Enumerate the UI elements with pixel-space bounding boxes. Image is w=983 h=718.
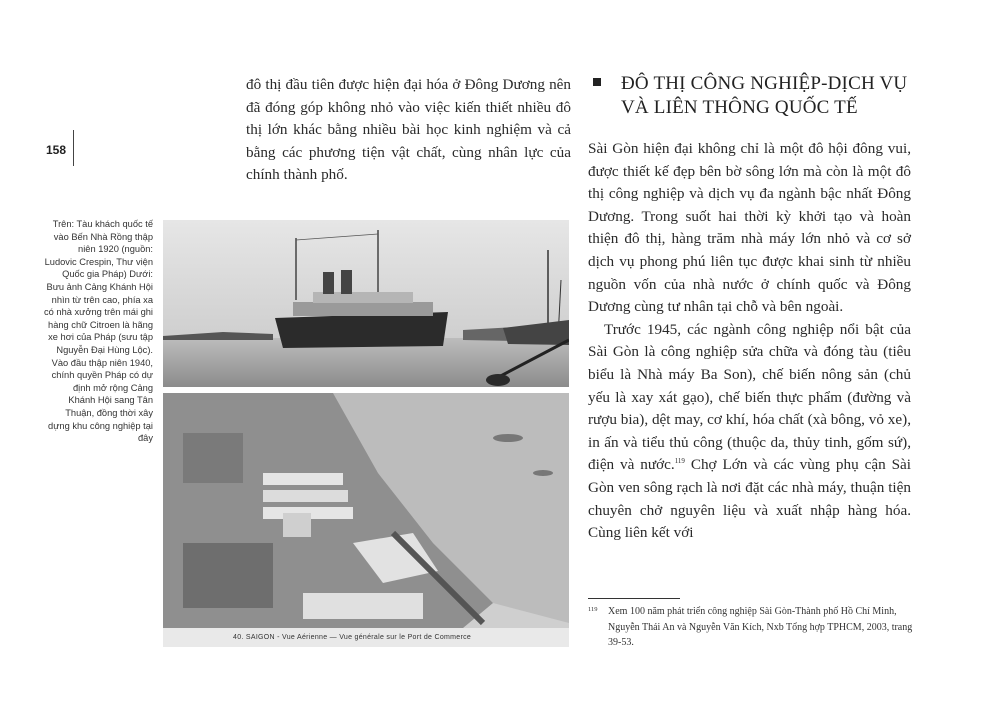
steamship-illustration [163,220,569,387]
continued-paragraph-text: đô thị đầu tiên được hiện đại hóa ở Đông Dương nên đã đóng góp không nhỏ vào việc kiến thiết nhiều đô thị lớn khác bằng nhiều bài học kinh nghiệm và cả bằng các phương tiện vật chất, cùng nhân lực của chính thành phố. [246,76,571,184]
photo-caption: Trên: Tàu khách quốc tế vào Bến Nhà Rồng thập niên 1920 (nguồn: Ludovic Crespin, Thư viện Quốc gia Pháp) Dưới: Bưu ảnh Cảng Khánh Hội nhìn từ trên cao, phía xa có nhà xưởng trên mái ghi hàng chữ Citroen là hãng xe hơi của Pháp (sưu tập Nguyễn Đại Hùng Lộc). Vào đầu thập niên 1940, chính quyền Pháp có dự định mở rộng Cảng Khánh Hội sang Tân Thuận, đồng thời xây dựng khu công nghiệp tại đây [44,219,153,444]
footnote-number: 119 [588,606,598,613]
page-number-rule [73,130,74,166]
heading-square-bullet [593,78,601,86]
body-paragraph-2-part-2: Chợ Lớn và các vùng phụ cận Sài Gòn ven sông rạch là nơi đặt các nhà máy, thuận tiện chuyên chở nguyên liệu và xuất nhập hàng hóa. Cùng liên kết với [588,456,911,542]
photo-port-aerial [163,393,569,647]
footnote-reference[interactable]: 119 [674,457,685,466]
postcard-caption: 40. SAIGON - Vue Aérienne — Vue générale sur le Port de Commerce [233,634,472,641]
photo-steamship [163,220,569,387]
continued-paragraph [246,74,571,187]
footnote-rule [588,598,680,599]
section-heading-text: ĐÔ THỊ CÔNG NGHIỆP-DỊCH VỤ VÀ LIÊN THÔNG QUỐC TẾ [621,73,908,118]
footnote-text: Xem 100 năm phát triển công nghiệp Sài Gòn-Thành phố Hồ Chí Minh, Nguyễn Thái An và Nguyễn Văn Kích, Nxb Tổng hợp TPHCM, 2003, trang 39-53. [608,606,913,648]
body-paragraph-2 [588,319,911,545]
body-paragraph-2-part-1: Trước 1945, các ngành công nghiệp nổi bật của Sài Gòn là công nghiệp sửa chữa và đóng tàu (tiêu biểu là Nhà máy Ba Son), chế biến nông sản (chủ yếu là xay xát gạo), chế biến thực phẩm (đường và rượu bia), dệt may, cơ khí, hóa chất (xà bông, vỏ xe), in ấn và tiểu thủ công (thuộc da, thủy tinh, gốm sứ), điện và nước. [588,320,911,474]
body-paragraph-1: Sài Gòn hiện đại không chỉ là một đô hội đông vui, được thiết kế đẹp bên bờ sông lớn mà còn là một đô thị công nghiệp và dịch vụ đa ngành bậc nhất Đông Dương. Trong suốt hai thời kỳ khởi tạo và hoàn thiện đô thị, hàng trăm nhà máy lớn nhỏ và cơ sở dịch vụ phong phú liên tục được khai sinh từ nhiều nguồn vốn của nhà nước ở chính quốc và Đông Dương cùng tư nhân tại chỗ và bên ngoài. [588,140,911,316]
footnote [588,604,918,651]
page-number: 158 [46,143,67,157]
body-text-column [588,138,911,545]
port-aerial-illustration [163,393,569,647]
